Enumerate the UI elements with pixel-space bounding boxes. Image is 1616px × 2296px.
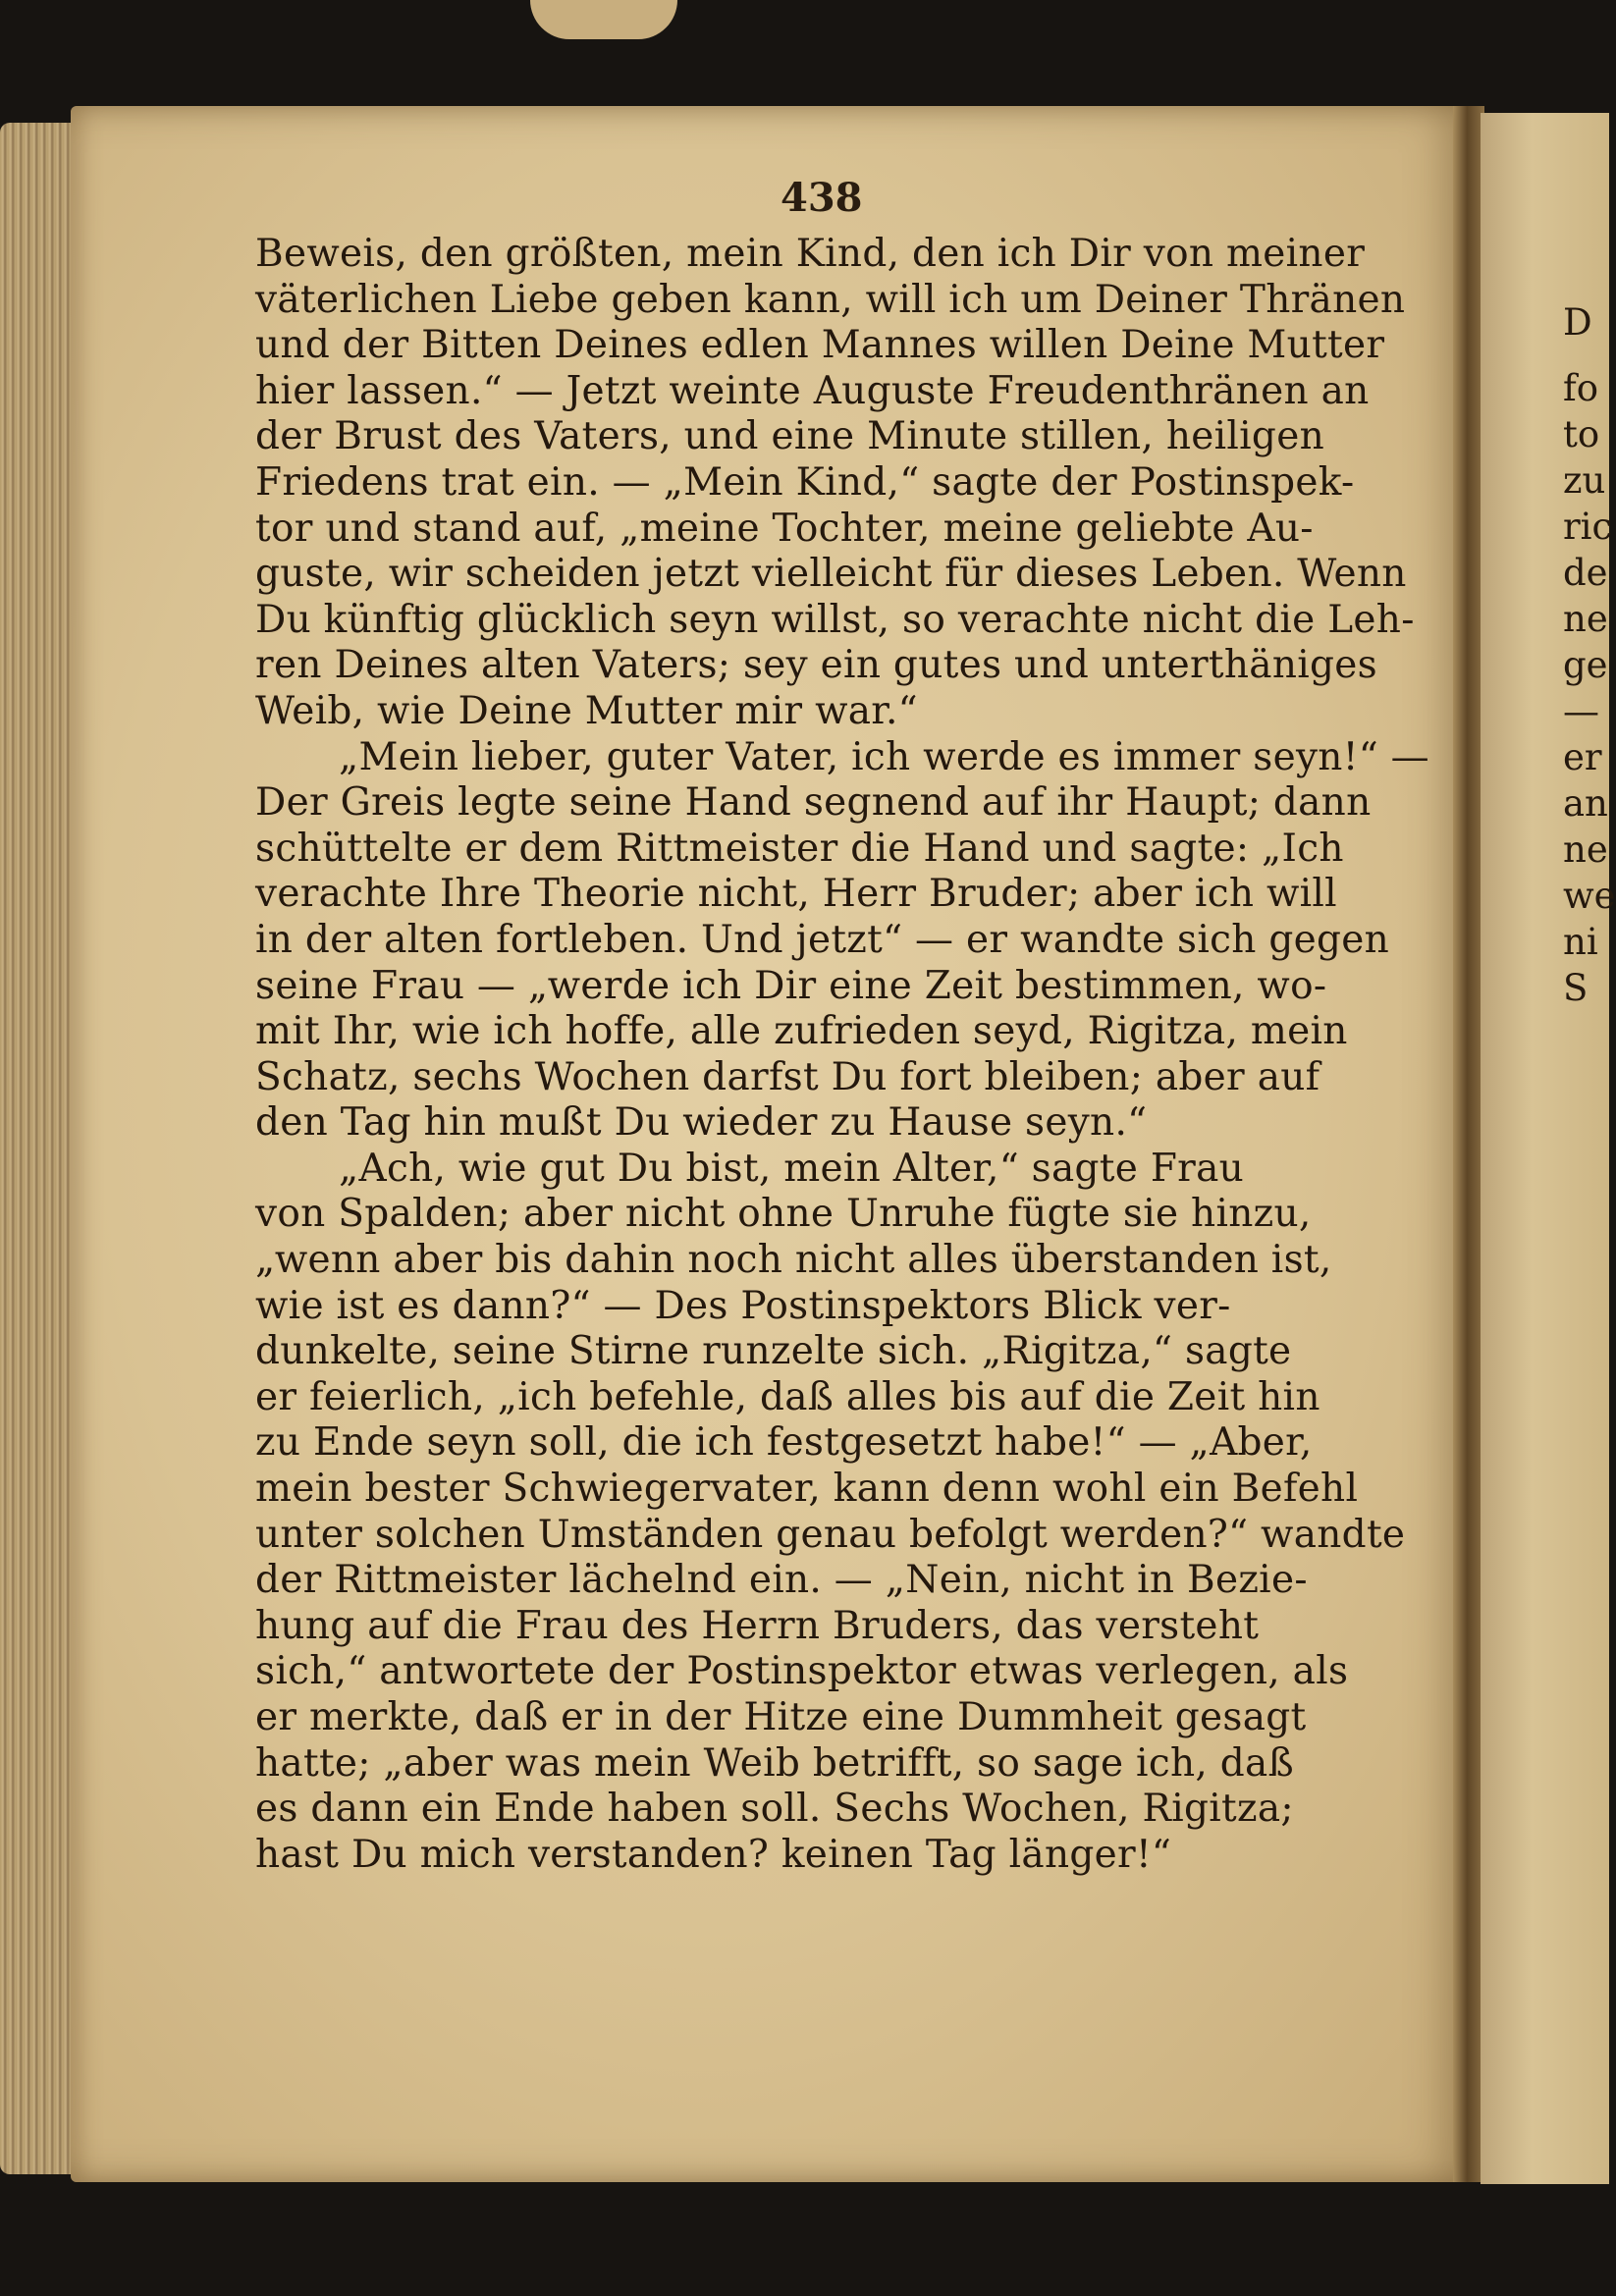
text-line: seine Frau — „werde ich Dir eine Zeit bestimmen, wo-: [255, 963, 1327, 1008]
text-line: Friedens trat ein. — „Mein Kind,“ sagte der Postinspek-: [255, 459, 1355, 505]
facing-line: de: [1563, 552, 1608, 594]
facing-line: an: [1563, 782, 1608, 825]
text-line: der Rittmeister lächelnd ein. — „Nein, nicht in Bezie-: [255, 1558, 1308, 1603]
text-line: hung auf die Frau des Herrn Bruders, das versteht: [255, 1603, 1260, 1648]
body-text: [255, 232, 1429, 1878]
text-line: „Ach, wie gut Du bist, mein Alter,“ sagte Frau: [339, 1146, 1245, 1191]
text-line: ren Deines alten Vaters; sey ein gutes und unterthäniges: [255, 643, 1378, 688]
text-line: in der alten fortleben. Und jetzt“ — er wandte sich gegen: [255, 917, 1390, 962]
text-line: unter solchen Umständen genau befolgt werden?“ wandte: [255, 1512, 1406, 1557]
text-line: Weib, wie Deine Mutter mir war.“: [255, 688, 918, 733]
facing-line: ge: [1563, 644, 1608, 686]
text-line: es dann ein Ende haben soll. Sechs Wochen, Rigitza;: [255, 1787, 1294, 1832]
facing-line: ric: [1563, 506, 1613, 548]
text-line: sich,“ antwortete der Postinspektor etwas verlegen, als: [255, 1649, 1349, 1694]
facing-line: ni: [1563, 921, 1598, 963]
text-line: verachte Ihre Theorie nicht, Herr Bruder; aber ich will: [255, 872, 1337, 917]
facing-line: ne: [1563, 598, 1608, 640]
text-line: der Brust des Vaters, und eine Minute stillen, heiligen: [255, 414, 1324, 459]
facing-line: ne: [1563, 828, 1608, 871]
text-line: hatte; „aber was mein Weib betrifft, so sage ich, daß: [255, 1740, 1294, 1786]
facing-line: —: [1563, 690, 1599, 732]
text-line: wie ist es dann?“ — Des Postinspektors Blick ver-: [255, 1283, 1231, 1328]
text-line: und der Bitten Deines edlen Mannes willen Deine Mutter: [255, 323, 1385, 368]
text-line: tor und stand auf, „meine Tochter, meine geliebte Au-: [255, 506, 1314, 551]
text-line: „Mein lieber, guter Vater, ich werde es immer seyn!“ —: [339, 734, 1429, 779]
facing-line: we: [1563, 875, 1616, 917]
facing-line: zu: [1563, 459, 1606, 502]
text-line: von Spalden; aber nicht ohne Unruhe fügte sie hinzu,: [255, 1192, 1312, 1237]
text-line: Beweis, den größten, mein Kind, den ich Dir von meiner: [255, 232, 1366, 276]
top-clip: [530, 0, 677, 39]
text-line: hier lassen.“ — Jetzt weinte Auguste Freudenthränen an: [255, 368, 1370, 413]
facing-page-text: [1563, 299, 1616, 1011]
facing-line: D: [1563, 301, 1592, 344]
text-line: er feierlich, „ich befehle, daß alles bis auf die Zeit hin: [255, 1374, 1320, 1419]
text-line: schüttelte er dem Rittmeister die Hand und sagte: „Ich: [255, 826, 1344, 871]
text-line: Der Greis legte seine Hand segnend auf ihr Haupt; dann: [255, 780, 1372, 826]
text-line: Du künftig glücklich seyn willst, so verachte nicht die Leh-: [255, 597, 1415, 642]
text-line: er merkte, daß er in der Hitze eine Dummheit gesagt: [255, 1695, 1307, 1739]
facing-line: to: [1563, 413, 1600, 455]
text-line: dunkelte, seine Stirne runzelte sich. „Rigitza,“ sagte: [255, 1329, 1292, 1374]
text-line: väterlichen Liebe geben kann, will ich um Deiner Thränen: [255, 277, 1406, 322]
text-line: den Tag hin mußt Du wieder zu Hause seyn.“: [255, 1100, 1148, 1146]
page-number: 438: [781, 175, 863, 221]
text-line: zu Ende seyn soll, die ich festgesetzt habe!“ — „Aber,: [255, 1420, 1313, 1466]
text-line: guste, wir scheiden jetzt vielleicht für dieses Leben. Wenn: [255, 552, 1407, 597]
facing-line: er: [1563, 736, 1602, 778]
facing-line: fo: [1563, 367, 1598, 409]
text-line: mein bester Schwiegervater, kann denn wohl ein Befehl: [255, 1467, 1359, 1512]
text-line: mit Ihr, wie ich hoffe, alle zufrieden seyd, Rigitza, mein: [255, 1009, 1348, 1054]
text-line: „wenn aber bis dahin noch nicht alles überstanden ist,: [255, 1238, 1332, 1283]
text-line: hast Du mich verstanden? keinen Tag länger!“: [255, 1832, 1172, 1877]
facing-line: S: [1563, 967, 1589, 1009]
text-line: Schatz, sechs Wochen darfst Du fort bleiben; aber auf: [255, 1054, 1320, 1099]
